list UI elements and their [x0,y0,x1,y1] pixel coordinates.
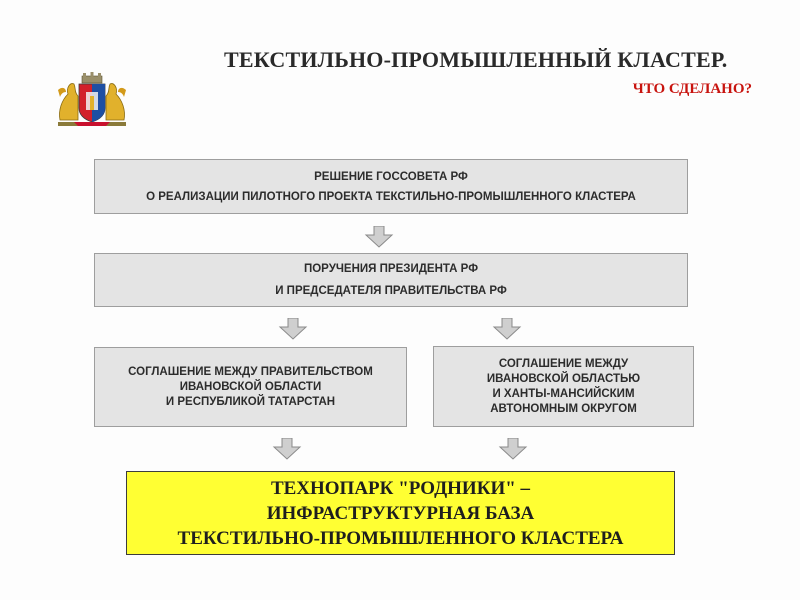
result-line: ИНФРАСТРУКТУРНАЯ БАЗА [266,502,535,524]
box-line: ИВАНОВСКОЙ ОБЛАСТИ [179,380,322,393]
box-line: И ПРЕДСЕДАТЕЛЯ ПРАВИТЕЛЬСТВА РФ [275,285,507,297]
box-line: АВТОНОМНЫМ ОКРУГОМ [490,402,637,415]
page-title: ТЕКСТИЛЬНО-ПРОМЫШЛЕННЫЙ КЛАСТЕР. [224,47,728,72]
down-arrow-icon [498,438,528,460]
president-instructions-box [94,253,688,307]
box-line: ИВАНОВСКОЙ ОБЛАСТЬЮ [486,372,641,385]
tatarstan-agreement-box [94,347,407,427]
box-line: И РЕСПУБЛИКОЙ ТАТАРСТАН [165,395,336,408]
down-arrow-icon [278,318,308,340]
down-arrow-icon [364,226,394,248]
down-arrow-icon [272,438,302,460]
result-line: ТЕКСТИЛЬНО-ПРОМЫШЛЕННОГО КЛАСТЕРА [177,527,624,549]
result-line: ТЕХНОПАРК "РОДНИКИ" – [270,477,531,499]
page-subtitle: ЧТО СДЕЛАНО? [632,81,752,97]
box-line: СОГЛАШЕНИЕ МЕЖДУ [498,357,629,370]
coat-of-arms-icon [54,70,130,128]
box-line: СОГЛАШЕНИЕ МЕЖДУ ПРАВИТЕЛЬСТВОМ [128,365,373,378]
down-arrow-icon [492,318,522,340]
box-line: О РЕАЛИЗАЦИИ ПИЛОТНОГО ПРОЕКТА ТЕКСТИЛЬНО-ПРОМЫШЛЕННОГО КЛАСТЕРА [146,190,636,203]
state-council-decision-box [94,159,688,214]
khmao-agreement-box [433,346,694,427]
box-line: ПОРУЧЕНИЯ ПРЕЗИДЕНТА РФ [303,263,479,275]
box-line: И ХАНТЫ-МАНСИЙСКИМ [492,387,635,400]
technopark-result-box [126,471,675,555]
box-line: РЕШЕНИЕ ГОССОВЕТА РФ [314,170,468,183]
